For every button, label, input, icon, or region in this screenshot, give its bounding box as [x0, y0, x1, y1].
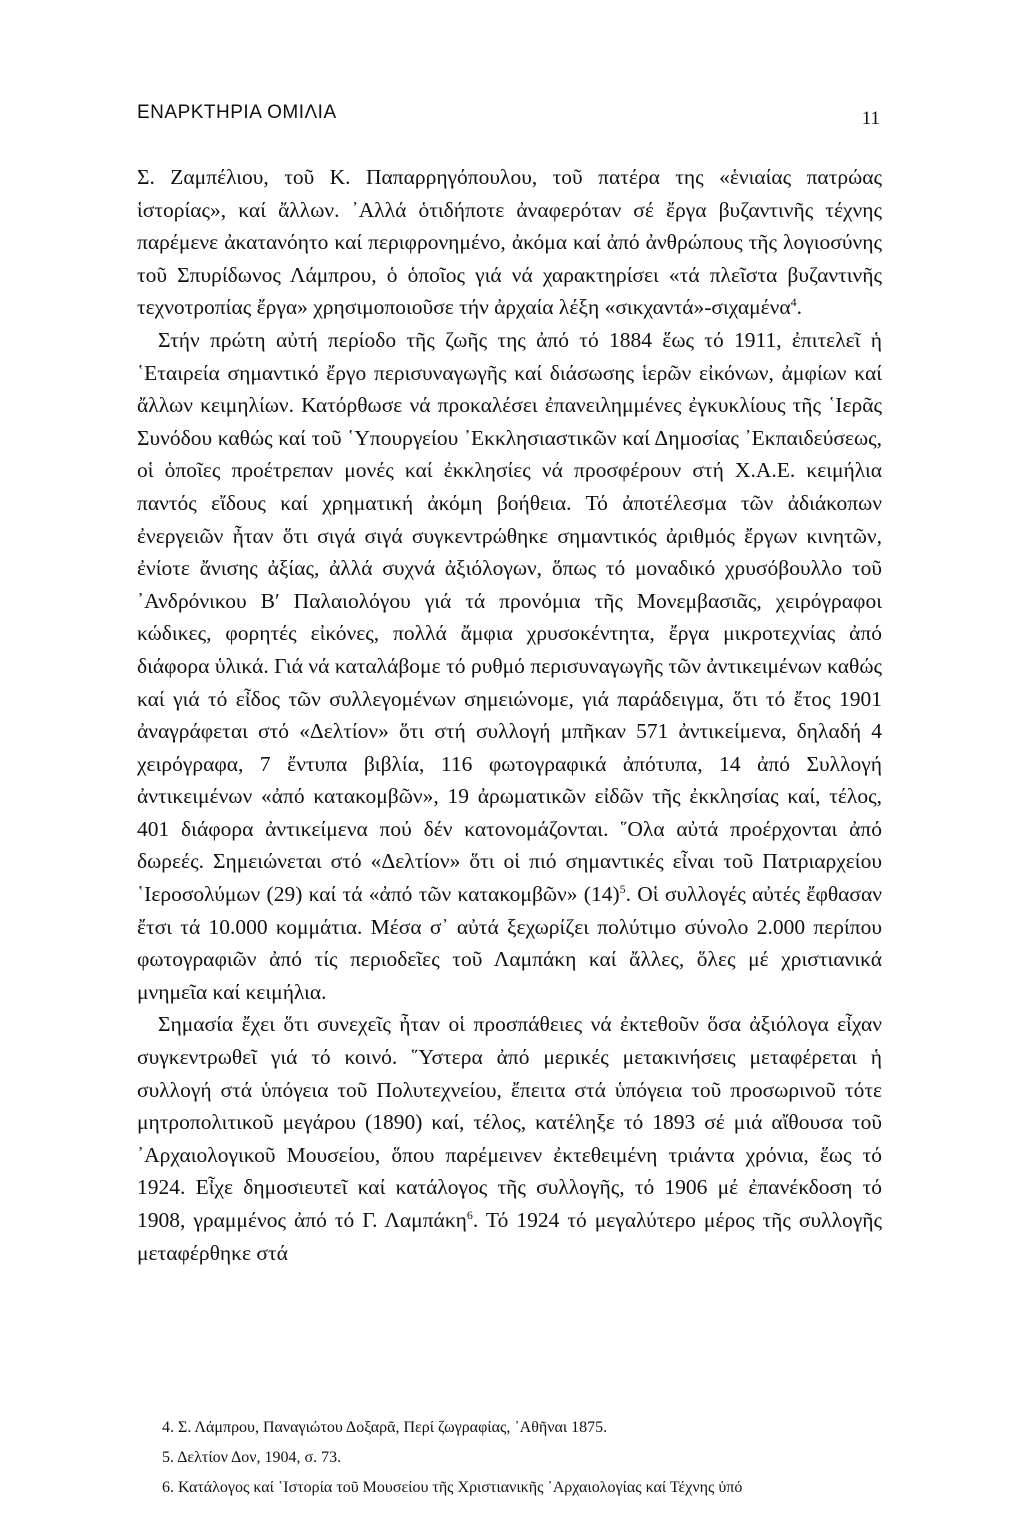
- paragraph-3-text: Σημασία ἔχει ὅτι συνεχεῖς ἦταν οἱ προσπάθειες νά ἐκτεθοῦν ὅσα ἀξιόλογα εἶχαν συγκεντρωθεῖ γιά τό κοινό. ῞Υστερα ἀπό μερικές μετακινήσεις μεταφέρεται ἡ συλλογή στά ὑπόγεια τοῦ Πολυτεχνείου, ἔπειτα στά ὑπόγεια τοῦ προσωρινοῦ τότε μητροπολιτικοῦ μεγάρου (1890) καί, τέλος, κατέληξε τό 1893 σέ μιά αἴθουσα τοῦ ᾿Αρχαιολογικοῦ Μουσείου, ὅπου παρέμεινεν ἐκτεθειμένη τριάντα χρόνια, ἕως τό 1924. Εἶχε δημοσιευτεῖ καί κατάλογος τῆς συλλογῆς, τό 1906 μέ ἐπανέκδοση τό 1908, γραμμένος ἀπό τό Γ. Λαμπάκη: [137, 1012, 882, 1232]
- footnote-ref-4: 4: [790, 295, 797, 310]
- paragraph-1-text: Σ. Ζαμπέλιου, τοῦ Κ. Παπαρρηγόπουλου, τοῦ πατέρα της «ἑνιαίας πατρώας ἱστορίας», καί ἄλλων. ᾿Αλλά ὁτιδήποτε ἀναφερόταν σέ ἔργα βυζαντινῆς τέχνης παρέμενε ἀκατανόητο καί περιφρονημένο, ἀκόμα καί ἀπό ἀνθρώπους τῆς λογιοσύνης τοῦ Σπυρίδωνος Λάμπρου, ὁ ὁποῖος γιά νά χαρακτηρίσει «τά πλεῖστα βυζαντινῆς τεχνοτροπίας ἔργα» χρησιμοποιοῦσε τήν ἀρχαία λέξη «σικχαντά»-σιχαμένα: [137, 165, 882, 320]
- footnote-ref-5: 5: [619, 881, 626, 896]
- page-number: 11: [861, 108, 880, 129]
- running-header: [137, 102, 882, 132]
- footnote-ref-6: 6: [466, 1207, 473, 1222]
- paragraph-2-text: Στήν πρώτη αὐτή περίοδο τῆς ζωῆς της ἀπό τό 1884 ἕως τό 1911, ἐπιτελεῖ ἡ ῾Εταιρεία σημαντικό ἔργο περισυναγωγῆς καί διάσωσης ἱερῶν εἰκόνων, ἀμφίων καί ἄλλων κειμηλίων. Κατόρθωσε νά προκαλέσει ἐπανειλημμένες ἐγκυκλίους τῆς ῾Ιερᾶς Συνόδου καθώς καί τοῦ ῾Υπουργείου ᾿Εκκλησιαστικῶν καί Δημοσίας ᾿Εκπαιδεύσεως, οἱ ὁποῖες προέτρεπαν μονές καί ἐκκλησίες νά προσφέρουν στή Χ.Α.Ε. κειμήλια παντός εἴδους καί χρηματική ἀκόμη βοήθεια. Τό ἀποτέλεσμα τῶν ἀδιάκοπων ἐνεργειῶν ἦταν ὅτι σιγά σιγά συγκεντρώθηκε σημαντικός ἀριθμός ἔργων κινητῶν, ἐνίοτε ἄνισης ἀξίας, ἀλλά συχνά ἀξιόλογων, ὅπως τό μοναδικό χρυσόβουλλο τοῦ ᾿Ανδρόνικου Β′ Παλαιολόγου γιά τά προνόμια τῆς Μονεμβασιᾶς, χειρόγραφοι κώδικες, φορητές εἰκόνες, πολλά ἄμφια χρυσοκέντητα, ἔργα μικροτεχνίας ἀπό διάφορα ὑλικά. Γιά νά καταλάβομε τό ρυθμό περισυναγωγῆς τῶν ἀντικειμένων καθώς καί γιά τό εἶδος τῶν συλλεγομένων σημειώνομε, γιά παράδειγμα, ὅτι τό ἔτος 1901 ἀναγράφεται στό «Δελτίον» ὅτι στή συλλογή μπῆκαν 571 ἀντικείμενα, δηλαδή 4 χειρόγραφα, 7 ἔντυπα βιβλία, 116 φωτογραφικά ἀπότυπα, 14 ἀπό Συλλογή ἀντικειμένων «ἀπό κατακομβῶν», 19 ἀρωματικῶν εἰδῶν τῆς ἐκκλησίας καί, τέλος, 401 διάφορα ἀντικείμενα πού δέν κατονομάζονται. ῞Ολα αὐτά προέρχονται ἀπό δωρεές. Σημειώνεται στό «Δελτίον» ὅτι οἱ πιό σημαντικές εἶναι τοῦ Πατριαρχείου ῾Ιεροσολύμων (29) καί τά «ἀπό τῶν κατακομβῶν» (14): [137, 327, 882, 907]
- paragraph-2: [137, 324, 882, 1008]
- paragraph-3: [137, 1008, 882, 1269]
- footnote-4: 4. Σ. Λάμπρου, Παναγιώτου Δοξαρᾶ, Περί ζωγραφίας, ᾿Αθῆναι 1875.: [162, 1419, 608, 1436]
- paragraph-3-end: . Τό 1924 τό μεγαλύτερο μέρος τῆς συλλογῆς μεταφέρθηκε στά: [137, 1208, 882, 1265]
- footnote-6: 6. Κατάλογος καί ῾Ιστορία τοῦ Μουσείου τῆς Χριστιανικῆς ᾿Αρχαιολογίας καί Τέχνης ὑπό: [162, 1479, 743, 1496]
- paragraph-2-end: . Οἱ συλλογές αὐτές ἔφθασαν ἔτσι τά 10.000 κομμάτια. Μέσα σ᾿ αὐτά ξεχωρίζει πολύτιμο σύνολο 2.000 περίπου φωτογραφιῶν ἀπό τίς περιοδεῖες τοῦ Λαμπάκη καί ἄλλες, ὅλες μέ χριστιανικά μνημεῖα καί κειμήλια.: [137, 882, 882, 1004]
- footnote-5: 5. Δελτίον Δον, 1904, σ. 73.: [162, 1449, 342, 1466]
- running-title: ΕΝΑΡΚΤΗΡΙΑ ΟΜΙΛΙΑ: [137, 102, 337, 123]
- paragraph-1: [137, 161, 882, 324]
- main-text: [137, 161, 882, 1269]
- footnotes: [162, 1413, 882, 1503]
- paragraph-1-end: .: [796, 295, 803, 320]
